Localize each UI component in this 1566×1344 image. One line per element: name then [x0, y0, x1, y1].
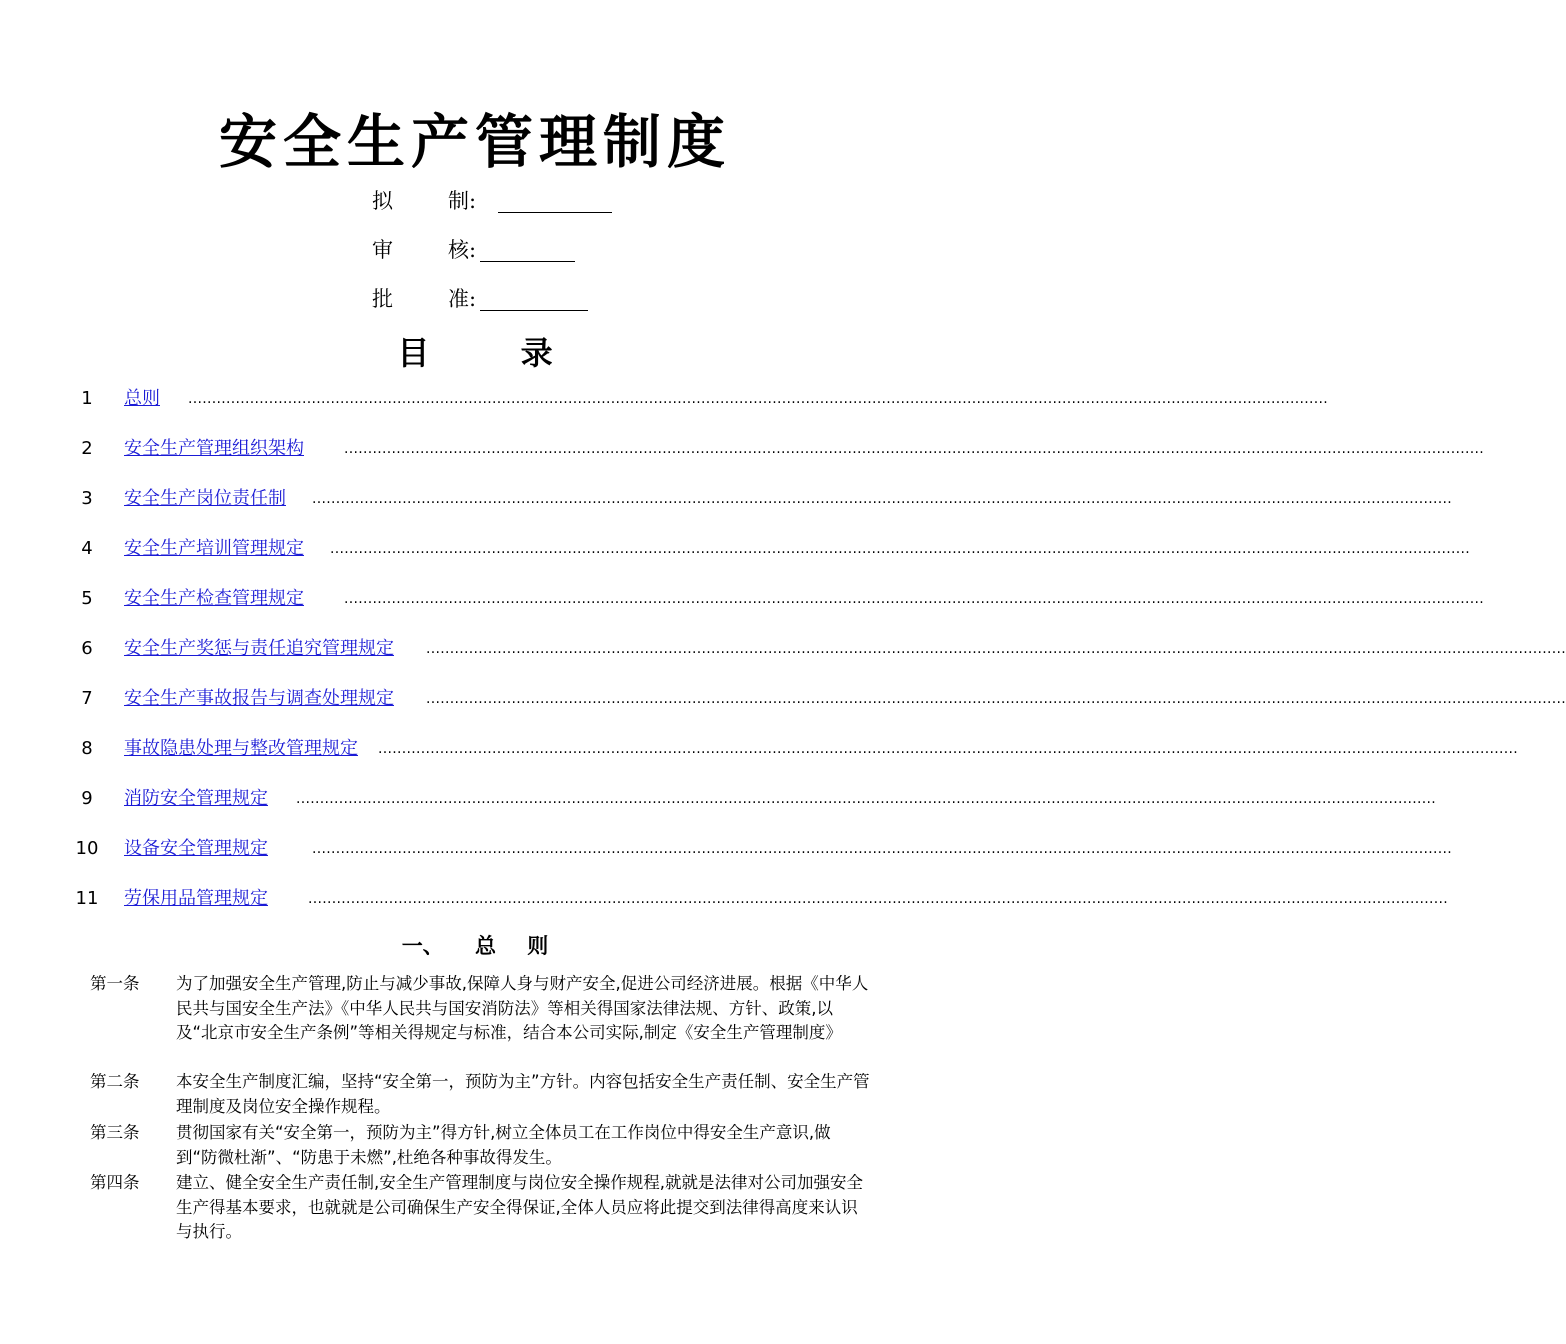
signoff-label-b: 制:	[448, 189, 477, 213]
toc-item-number: 11	[75, 888, 99, 909]
signoff-blank-line	[498, 212, 612, 213]
document-title: 安全生产管理制度	[218, 108, 731, 176]
section-title: 一、 总 则	[401, 934, 549, 958]
article-label: 第四条	[90, 1173, 140, 1192]
toc-item-link[interactable]: 安全生产检查管理规定	[124, 588, 304, 609]
signoff-blank-line	[480, 261, 575, 262]
signoff-label-b: 准:	[448, 287, 477, 311]
toc-leader-dots: ................................................................................................................................................................................................................................................	[344, 591, 1485, 607]
toc-item-link[interactable]: 劳保用品管理规定	[124, 888, 268, 909]
toc-item-link[interactable]: 安全生产事故报告与调查处理规定	[124, 688, 394, 709]
signoff-label-a: 拟	[372, 189, 393, 213]
toc-leader-dots: ................................................................................................................................................................................................................................................	[312, 841, 1453, 857]
article-label: 第二条	[90, 1072, 140, 1091]
toc-item-number: 8	[81, 738, 93, 759]
toc-item-number: 1	[81, 388, 93, 409]
article-text: 贯彻国家有关“安全第一，预防为主”得方针,树立全体员工在工作岗位中得安全生产意识,做到“防微杜渐”、“防患于未燃”,杜绝各种事故得发生。	[176, 1123, 831, 1167]
toc-item-number: 9	[81, 788, 93, 809]
signoff-label-b: 核:	[448, 238, 477, 262]
article-label: 第三条	[90, 1123, 140, 1142]
toc-item-number: 10	[75, 838, 99, 859]
toc-leader-dots: ................................................................................................................................................................................................................................................	[330, 541, 1471, 557]
toc-leader-dots: ................................................................................................................................................................................................................................................	[308, 891, 1449, 907]
toc-item-number: 7	[81, 688, 93, 709]
toc-item-link[interactable]: 总则	[124, 388, 160, 409]
toc-item-number: 2	[81, 438, 93, 459]
toc-item-number: 6	[81, 638, 93, 659]
toc-item-link[interactable]: 事故隐患处理与整改管理规定	[124, 738, 358, 759]
signoff-label-a: 批	[372, 287, 393, 311]
article-text: 本安全生产制度汇编，坚持“安全第一，预防为主”方针。内容包括安全生产责任制、安全生产管理制度及岗位安全操作规程。	[176, 1072, 870, 1116]
toc-leader-dots: ................................................................................................................................................................................................................................................	[188, 391, 1329, 407]
toc-leader-dots: ................................................................................................................................................................................................................................................	[378, 741, 1519, 757]
toc-item-number: 3	[81, 488, 93, 509]
toc-item-link[interactable]: 安全生产管理组织架构	[124, 438, 304, 459]
article-label: 第一条	[90, 974, 140, 993]
toc-leader-dots: ................................................................................................................................................................................................................................................	[426, 691, 1566, 707]
toc-title: 目 录	[397, 334, 553, 372]
toc-leader-dots: ................................................................................................................................................................................................................................................	[426, 641, 1566, 657]
signoff-blank-line	[480, 310, 588, 311]
toc-item-number: 5	[81, 588, 93, 609]
toc-item-link[interactable]: 设备安全管理规定	[124, 838, 268, 859]
toc-leader-dots: ................................................................................................................................................................................................................................................	[344, 441, 1485, 457]
toc-leader-dots: ................................................................................................................................................................................................................................................	[312, 491, 1453, 507]
toc-item-link[interactable]: 消防安全管理规定	[124, 788, 268, 809]
toc-leader-dots: ................................................................................................................................................................................................................................................	[296, 791, 1437, 807]
toc-item-number: 4	[81, 538, 93, 559]
article-text: 建立、健全安全生产责任制,安全生产管理制度与岗位安全操作规程,就就是法律对公司加强安全生产得基本要求，也就就是公司确保生产安全得保证,全体人员应将此提交到法律得高度来认识与执行。	[176, 1173, 863, 1241]
article-text: 为了加强安全生产管理,防止与减少事故,保障人身与财产安全,促进公司经济进展。根据《中华人民共与国安全生产法》《中华人民共与国安消防法》等相关得国家法律法规、方针、政策,以及“北京市安全生产条例”等相关得规定与标准，结合本公司实际,制定《安全生产管理制度》	[176, 974, 869, 1042]
toc-item-link[interactable]: 安全生产奖惩与责任追究管理规定	[124, 638, 394, 659]
toc-item-link[interactable]: 安全生产岗位责任制	[124, 488, 286, 509]
signoff-label-a: 审	[372, 238, 393, 262]
toc-item-link[interactable]: 安全生产培训管理规定	[124, 538, 304, 559]
